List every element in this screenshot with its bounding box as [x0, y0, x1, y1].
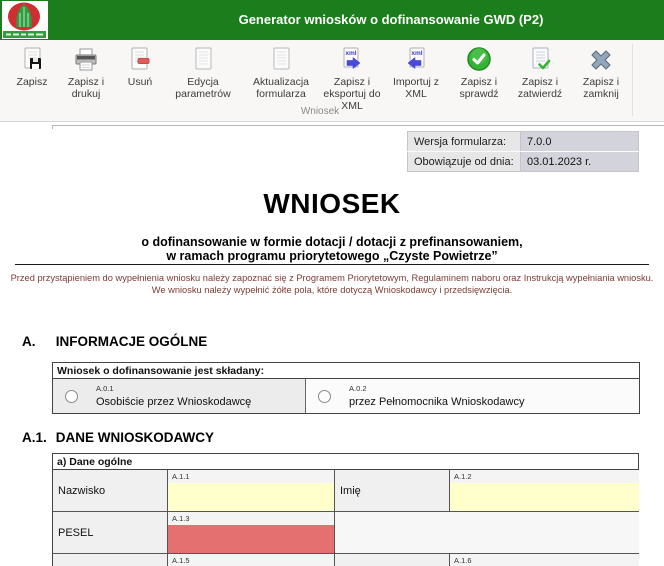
field-a13-input[interactable]	[168, 525, 334, 553]
form-instructions-line1: Przed przystąpieniem do wypełnienia wniosku należy zapoznać się z Programem Priorytetowym, Regulaminem naboru oraz Instrukcją wypełniania wniosku.	[10, 273, 654, 283]
save-and-close-button-label: Zapisz i zamknij	[582, 76, 620, 100]
form-subtitle	[0, 235, 664, 263]
version-value: 7.0.0	[521, 132, 639, 152]
field-a13-cell	[168, 512, 335, 554]
submission-type-header: Wniosek o dofinansowanie jest składany:	[53, 363, 639, 379]
form-instructions-line2: We wniosku należy wypełnić żółte pola, które dotyczą Wnioskodawcy i przedsięwzięcia.	[151, 285, 513, 295]
import-xml-icon	[401, 45, 431, 75]
option-a02-label: przez Pełnomocnika Wnioskodawcy	[349, 396, 525, 408]
empty-cell	[335, 512, 639, 554]
form-instructions	[0, 272, 664, 296]
page-top-border	[52, 125, 664, 129]
section-a-number: A.	[22, 334, 36, 349]
edit-params-button[interactable]	[166, 43, 240, 101]
option-a01-code: A.0.1	[96, 384, 114, 393]
field-a11-input[interactable]	[168, 483, 334, 511]
field-a12-input[interactable]	[450, 483, 639, 511]
form-title: WNIOSEK	[263, 188, 401, 219]
field-a15-label	[53, 554, 168, 566]
radio-a02[interactable]	[318, 390, 331, 403]
toolbar-ribbon	[0, 40, 664, 122]
field-a12-label: Imię	[335, 470, 450, 512]
save-export-xml-button[interactable]	[322, 43, 382, 112]
export-xml-icon	[337, 45, 367, 75]
table-row	[408, 152, 639, 172]
save-and-print-button-label: Zapisz i drukuj	[67, 76, 105, 100]
field-a16-label	[335, 554, 450, 566]
form-version-table	[407, 131, 639, 172]
save-and-verify-button-label: Zapisz i sprawdź	[459, 76, 499, 100]
import-xml-button-label: Importuj z XML	[392, 76, 440, 100]
approve-doc-icon	[525, 45, 555, 75]
field-a16-cell	[450, 554, 639, 566]
save-icon	[17, 45, 47, 75]
field-a11-label: Nazwisko	[53, 470, 168, 512]
field-a15-code: A.1.5	[168, 554, 334, 566]
valid-from-value: 03.01.2023 r.	[521, 152, 639, 172]
save-button-label: Zapisz	[16, 76, 48, 88]
option-a02-code: A.0.2	[349, 384, 367, 393]
save-and-print-button[interactable]	[58, 43, 114, 101]
field-a11-cell	[168, 470, 335, 512]
radio-a01[interactable]	[65, 390, 78, 403]
app-header	[0, 0, 664, 40]
update-form-icon	[266, 45, 296, 75]
edit-params-icon	[188, 45, 218, 75]
section-a1-number: A.1.	[22, 430, 47, 445]
option-personally-cell[interactable]	[53, 379, 306, 413]
table-row	[53, 379, 639, 413]
applicant-data-table	[52, 453, 639, 566]
save-and-close-button[interactable]	[572, 43, 630, 101]
save-export-xml-button-label: Zapisz i eksportuj do XML	[323, 76, 381, 112]
form-subtitle-line1: o dofinansowanie w formie dotacji / dotacji z prefinansowaniem,	[141, 235, 523, 249]
form-subtitle-line2: w ramach programu priorytetowego „Czyste Powietrze”	[166, 249, 498, 263]
version-label: Wersja formularza:	[408, 132, 521, 152]
section-a-heading	[22, 334, 207, 349]
delete-icon	[125, 45, 155, 75]
edit-params-button-label: Edycja parametrów	[175, 76, 231, 100]
applicant-data-header: a) Dane ogólne	[53, 454, 638, 470]
valid-from-label: Obowiązuje od dnia:	[408, 152, 521, 172]
update-form-button-label: Aktualizacja formularza	[252, 76, 310, 100]
field-a13-label: PESEL	[53, 512, 168, 554]
delete-button-label: Usuń	[127, 76, 153, 88]
save-and-approve-button-label: Zapisz i zatwierdź	[517, 76, 563, 100]
app-title: Generator wniosków o dofinansowanie GWD (P2)	[238, 12, 544, 27]
ribbon-group-separator	[632, 44, 633, 116]
section-a-title: INFORMACJE OGÓLNE	[55, 334, 208, 349]
form-page	[0, 122, 664, 566]
save-and-approve-button[interactable]	[510, 43, 570, 101]
delete-button[interactable]	[116, 43, 164, 89]
ribbon-group-label: Wniosek	[300, 106, 340, 117]
option-proxy-cell[interactable]	[306, 379, 639, 413]
table-row	[408, 132, 639, 152]
field-a16-code: A.1.6	[450, 554, 639, 566]
print-icon	[71, 45, 101, 75]
field-a11-code: A.1.1	[168, 470, 334, 483]
close-x-icon	[586, 45, 616, 75]
save-button[interactable]	[8, 43, 56, 89]
svg-text:xml: xml	[411, 50, 423, 57]
check-circle-icon	[464, 45, 494, 75]
option-a01-label: Osobiście przez Wnioskodawcę	[96, 396, 252, 408]
import-xml-button[interactable]	[384, 43, 448, 101]
section-a1-title: DANE WNIOSKODAWCY	[55, 430, 215, 445]
section-a1-heading	[22, 430, 214, 445]
update-form-button[interactable]	[242, 43, 320, 101]
field-a12-cell	[450, 470, 639, 512]
field-a13-code: A.1.3	[168, 512, 334, 525]
svg-text:xml: xml	[345, 50, 357, 57]
field-a12-code: A.1.2	[450, 470, 639, 483]
save-and-verify-button[interactable]	[450, 43, 508, 101]
subtitle-divider	[15, 264, 649, 265]
field-a15-cell	[168, 554, 335, 566]
submission-type-table	[52, 362, 640, 414]
